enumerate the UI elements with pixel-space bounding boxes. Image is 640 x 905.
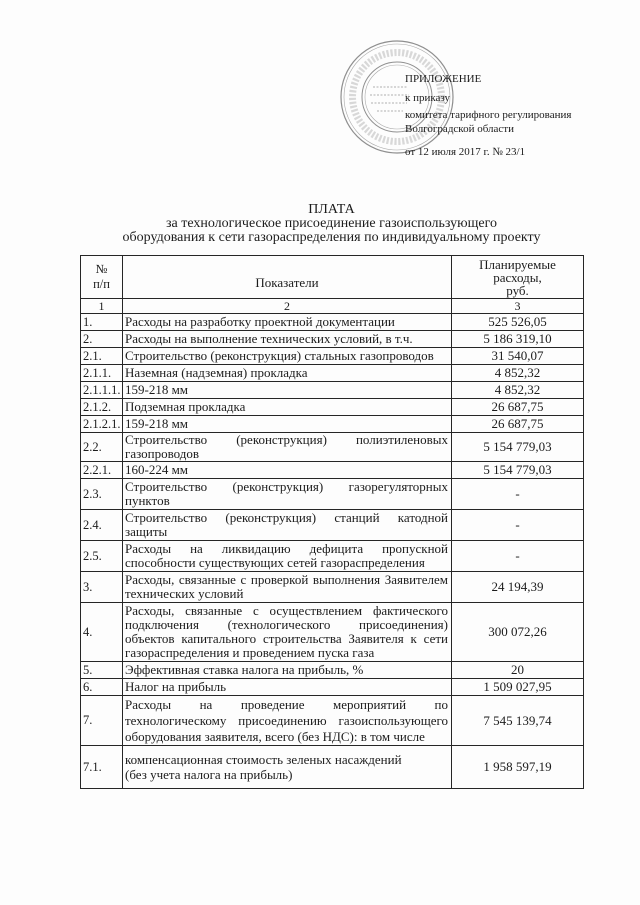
table-row <box>81 603 584 662</box>
indicator-line: газопроводов <box>125 446 200 461</box>
header-cost-line: руб. <box>506 282 529 298</box>
row-indicator <box>123 433 452 462</box>
table-row <box>81 541 584 572</box>
row-number: 2. <box>81 331 123 348</box>
row-indicator <box>123 662 452 679</box>
header-cost <box>452 256 584 299</box>
table-row <box>81 510 584 541</box>
row-value: 7 545 139,74 <box>452 696 584 746</box>
row-indicator <box>123 696 452 746</box>
row-indicator <box>123 382 452 399</box>
row-number: 1. <box>81 314 123 331</box>
row-value: 31 540,07 <box>452 348 584 365</box>
row-value: 26 687,75 <box>452 399 584 416</box>
row-number: 2.1.1. <box>81 365 123 382</box>
table-row <box>81 314 584 331</box>
row-number: 2.2. <box>81 433 123 462</box>
table-row <box>81 479 584 510</box>
table-row <box>81 416 584 433</box>
indicator-line: 159-218 мм <box>125 382 189 397</box>
approval-line: комитета тарифного регулирования <box>405 109 572 121</box>
row-indicator <box>123 479 452 510</box>
page-title: ПЛАТА <box>308 202 355 217</box>
header-number <box>81 256 123 299</box>
table-row <box>81 679 584 696</box>
table-row <box>81 348 584 365</box>
row-number: 2.2.1. <box>81 462 123 479</box>
row-value: 5 154 779,03 <box>452 462 584 479</box>
indicator-line: пунктов <box>125 493 170 508</box>
table-row <box>81 662 584 679</box>
subtitle-line: оборудования к сети газораспределения по индивидуальному проекту <box>122 230 541 245</box>
document-title <box>80 203 583 245</box>
row-number: 2.1.2. <box>81 399 123 416</box>
row-value: 1 958 597,19 <box>452 746 584 789</box>
row-number: 3. <box>81 572 123 603</box>
row-number: 2.3. <box>81 479 123 510</box>
table-row <box>81 433 584 462</box>
table-row <box>81 462 584 479</box>
table-header-row <box>81 256 584 299</box>
row-value: 300 072,26 <box>452 603 584 662</box>
indicator-line: 159-218 мм <box>125 416 189 431</box>
indicator-line: Эффективная ставка налога на прибыль, % <box>125 662 364 677</box>
header-number-line: п/п <box>93 277 110 291</box>
row-number: 4. <box>81 603 123 662</box>
indicator-line: 160-224 мм <box>125 462 189 477</box>
row-indicator <box>123 679 452 696</box>
column-number: 2 <box>123 299 452 314</box>
indicator-line: компенсационная стоимость зеленых насаждений <box>125 752 402 767</box>
row-value: - <box>452 510 584 541</box>
row-number: 7. <box>81 696 123 746</box>
indicator-line: оборудования заявителя, всего (без НДС): в том числе <box>125 728 425 744</box>
row-value: - <box>452 541 584 572</box>
row-number: 7.1. <box>81 746 123 789</box>
row-indicator <box>123 746 452 789</box>
indicator-line: защиты <box>125 524 168 539</box>
indicator-line: способности существующих сетей газораспределения <box>125 555 425 570</box>
indicator-line: (без учета налога на прибыль) <box>125 767 293 782</box>
approval-line: к приказу <box>405 92 451 104</box>
column-number-row <box>81 299 584 314</box>
row-indicator <box>123 365 452 382</box>
indicator-line: Расходы, связанные с осуществлением фактического <box>125 603 448 618</box>
subtitle-line: за технологическое присоединение газоиспользующего <box>165 216 497 231</box>
indicator-line: технологическому присоединению газоиспользующего <box>125 712 448 728</box>
table-row <box>81 399 584 416</box>
fee-table <box>80 255 584 789</box>
row-value: 525 526,05 <box>452 314 584 331</box>
row-value: 4 852,32 <box>452 382 584 399</box>
row-indicator <box>123 572 452 603</box>
header-indicator: Показатели <box>123 256 452 299</box>
indicator-line: подключения (технологического присоединения) <box>125 617 448 632</box>
row-indicator <box>123 510 452 541</box>
row-value: 26 687,75 <box>452 416 584 433</box>
indicator-line: Строительство (реконструкция) газорегуляторных <box>125 479 448 494</box>
indicator-line: Расходы, связанные с проверкой выполнения Заявителем <box>125 572 448 587</box>
row-indicator <box>123 331 452 348</box>
row-indicator <box>123 314 452 331</box>
table-row <box>81 331 584 348</box>
table-row <box>81 746 584 789</box>
indicator-line: Расходы на ликвидацию дефицита пропускной <box>125 541 448 556</box>
table-row <box>81 696 584 746</box>
row-number: 2.1.2.1. <box>81 416 123 433</box>
indicator-line: Подземная прокладка <box>125 399 246 414</box>
row-number: 5. <box>81 662 123 679</box>
row-number: 2.1.1.1. <box>81 382 123 399</box>
approval-line: Волгоградской области <box>405 123 514 135</box>
row-indicator <box>123 348 452 365</box>
table-row <box>81 382 584 399</box>
indicator-line: Строительство (реконструкция) станций катодной <box>125 510 448 525</box>
row-indicator <box>123 399 452 416</box>
indicator-line: Расходы на разработку проектной документации <box>125 314 395 329</box>
indicator-line: Расходы на выполнение технических условий, в т.ч. <box>125 331 413 346</box>
indicator-line: объектов капитального строительства Заявителя к сети <box>125 631 448 646</box>
row-indicator <box>123 462 452 479</box>
column-number: 3 <box>452 299 584 314</box>
approval-block <box>405 73 605 163</box>
row-number: 2.1. <box>81 348 123 365</box>
row-indicator <box>123 416 452 433</box>
row-value: 24 194,39 <box>452 572 584 603</box>
row-number: 6. <box>81 679 123 696</box>
row-value: 1 509 027,95 <box>452 679 584 696</box>
indicator-line: технических условий <box>125 586 244 601</box>
header-cost-line: расходы, <box>493 269 542 285</box>
row-value: 20 <box>452 662 584 679</box>
header-cost-line: Планируемые <box>479 256 556 272</box>
indicator-line: Расходы на проведение мероприятий по <box>125 696 448 712</box>
table-row <box>81 365 584 382</box>
indicator-line: газораспределения и проведением пуска газа <box>125 645 375 660</box>
row-number: 2.5. <box>81 541 123 572</box>
indicator-line: Налог на прибыль <box>125 679 226 694</box>
table-row <box>81 572 584 603</box>
indicator-line: Наземная (надземная) прокладка <box>125 365 308 380</box>
indicator-line: Строительство (реконструкция) стальных газопроводов <box>125 348 434 363</box>
approval-date: от 12 июля 2017 г. № 23/1 <box>405 146 526 158</box>
row-value: 5 186 319,10 <box>452 331 584 348</box>
row-indicator <box>123 541 452 572</box>
row-indicator <box>123 603 452 662</box>
row-value: - <box>452 479 584 510</box>
approval-heading: ПРИЛОЖЕНИЕ <box>405 73 482 85</box>
indicator-line: Строительство (реконструкция) полиэтиленовых <box>125 432 448 447</box>
row-number: 2.4. <box>81 510 123 541</box>
row-value: 4 852,32 <box>452 365 584 382</box>
header-number-line: № <box>95 262 108 276</box>
column-number: 1 <box>81 299 123 314</box>
row-value: 5 154 779,03 <box>452 433 584 462</box>
